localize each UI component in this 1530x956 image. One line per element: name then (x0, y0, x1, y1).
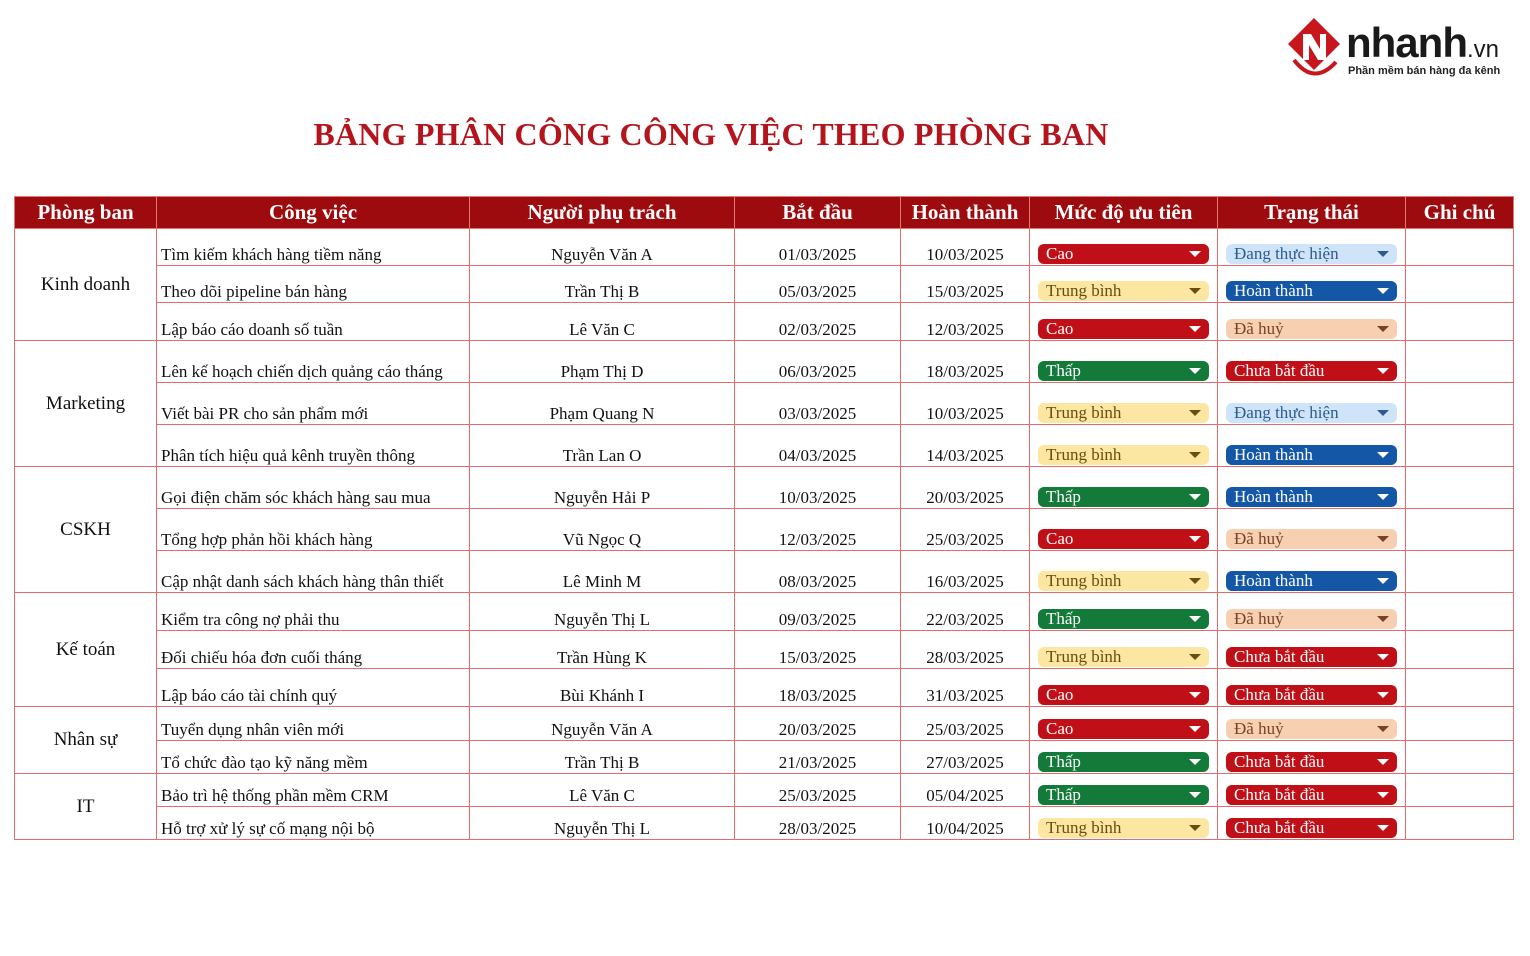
end-date-cell: 16/03/2025 (901, 551, 1030, 593)
priority-cell (1030, 229, 1218, 266)
dropdown-arrow-icon[interactable] (1189, 288, 1201, 294)
header-owner: Người phụ trách (470, 197, 735, 229)
priority-cell (1030, 266, 1218, 303)
note-cell[interactable] (1406, 229, 1514, 266)
priority-cell (1030, 303, 1218, 341)
priority-cell (1030, 425, 1218, 467)
owner-cell: Phạm Quang N (470, 383, 735, 425)
priority-cell (1030, 631, 1218, 669)
priority-dropdown[interactable] (1038, 281, 1209, 301)
owner-cell: Nguyễn Văn A (470, 229, 735, 266)
end-date-cell: 10/03/2025 (901, 229, 1030, 266)
dropdown-arrow-icon[interactable] (1377, 825, 1389, 831)
priority-dropdown[interactable] (1038, 571, 1209, 591)
end-date-cell: 25/03/2025 (901, 509, 1030, 551)
table-row (15, 467, 1514, 509)
table-row (15, 807, 1514, 840)
priority-dropdown-value: Thấp (1046, 752, 1081, 771)
status-cell (1218, 669, 1406, 707)
status-dropdown-value: Đang thực hiện (1234, 244, 1339, 263)
task-cell: Tìm kiếm khách hàng tiềm năng (157, 229, 470, 266)
priority-cell (1030, 509, 1218, 551)
priority-cell (1030, 341, 1218, 383)
owner-cell: Vũ Ngọc Q (470, 509, 735, 551)
end-date-cell: 18/03/2025 (901, 341, 1030, 383)
status-dropdown-value: Đã huỷ (1234, 319, 1284, 338)
note-cell[interactable] (1406, 707, 1514, 741)
dropdown-arrow-icon[interactable] (1377, 326, 1389, 332)
status-dropdown[interactable] (1226, 361, 1397, 381)
table-header-row (15, 197, 1514, 229)
status-cell (1218, 707, 1406, 741)
start-date-cell: 12/03/2025 (735, 509, 901, 551)
note-cell[interactable] (1406, 807, 1514, 840)
table-row (15, 774, 1514, 807)
priority-dropdown[interactable] (1038, 487, 1209, 507)
dropdown-arrow-icon[interactable] (1189, 536, 1201, 542)
note-cell[interactable] (1406, 631, 1514, 669)
status-dropdown-value: Chưa bắt đầu (1234, 818, 1325, 837)
task-cell: Phân tích hiệu quả kênh truyền thông (157, 425, 470, 467)
table-row (15, 383, 1514, 425)
priority-cell (1030, 741, 1218, 774)
dropdown-arrow-icon[interactable] (1189, 368, 1201, 374)
priority-cell (1030, 593, 1218, 631)
dropdown-arrow-icon[interactable] (1377, 792, 1389, 798)
owner-cell: Trần Thị B (470, 741, 735, 774)
priority-dropdown-value: Cao (1046, 244, 1074, 263)
status-dropdown[interactable] (1226, 785, 1397, 805)
dropdown-arrow-icon[interactable] (1189, 494, 1201, 500)
start-date-cell: 21/03/2025 (735, 741, 901, 774)
status-dropdown-value: Đã huỷ (1234, 529, 1284, 548)
header-status: Trạng thái (1218, 197, 1406, 229)
dropdown-arrow-icon[interactable] (1189, 410, 1201, 416)
dropdown-arrow-icon[interactable] (1377, 616, 1389, 622)
note-cell[interactable] (1406, 509, 1514, 551)
priority-dropdown[interactable] (1038, 752, 1209, 772)
owner-cell: Lê Văn C (470, 303, 735, 341)
logo-brand: nhanh.vn (1346, 19, 1499, 66)
dropdown-arrow-icon[interactable] (1377, 726, 1389, 732)
priority-dropdown-value: Cao (1046, 529, 1074, 548)
end-date-cell: 31/03/2025 (901, 669, 1030, 707)
task-cell: Lên kế hoạch chiến dịch quảng cáo tháng (157, 341, 470, 383)
nhanh-logo (1284, 16, 1520, 82)
status-cell (1218, 631, 1406, 669)
dropdown-arrow-icon[interactable] (1189, 616, 1201, 622)
status-cell (1218, 509, 1406, 551)
priority-dropdown-value: Cao (1046, 719, 1074, 738)
owner-cell: Nguyễn Thị L (470, 593, 735, 631)
start-date-cell: 03/03/2025 (735, 383, 901, 425)
owner-cell: Trần Thị B (470, 266, 735, 303)
header-task: Công việc (157, 197, 470, 229)
owner-cell: Trần Hùng K (470, 631, 735, 669)
status-dropdown[interactable] (1226, 529, 1397, 549)
priority-dropdown[interactable] (1038, 719, 1209, 739)
status-cell (1218, 551, 1406, 593)
note-cell[interactable] (1406, 669, 1514, 707)
dropdown-arrow-icon[interactable] (1377, 654, 1389, 660)
status-cell (1218, 741, 1406, 774)
owner-cell: Lê Văn C (470, 774, 735, 807)
start-date-cell: 20/03/2025 (735, 707, 901, 741)
status-dropdown-value: Chưa bắt đầu (1234, 752, 1325, 771)
priority-dropdown-value: Cao (1046, 685, 1074, 704)
priority-dropdown-value: Trung bình (1046, 571, 1122, 590)
table-row (15, 741, 1514, 774)
department-cell: Kinh doanh (15, 229, 157, 341)
table-row (15, 229, 1514, 266)
dropdown-arrow-icon[interactable] (1189, 792, 1201, 798)
end-date-cell: 15/03/2025 (901, 266, 1030, 303)
status-dropdown[interactable] (1226, 319, 1397, 339)
end-date-cell: 12/03/2025 (901, 303, 1030, 341)
start-date-cell: 18/03/2025 (735, 669, 901, 707)
header-priority: Mức độ ưu tiên (1030, 197, 1218, 229)
status-dropdown[interactable] (1226, 609, 1397, 629)
page-title: BẢNG PHÂN CÔNG CÔNG VIỆC THEO PHÒNG BAN (313, 116, 1109, 152)
dropdown-arrow-icon[interactable] (1189, 251, 1201, 257)
priority-dropdown[interactable] (1038, 647, 1209, 667)
status-dropdown-value: Hoàn thành (1234, 281, 1313, 300)
task-cell: Lập báo cáo tài chính quý (157, 669, 470, 707)
priority-dropdown-value: Trung bình (1046, 818, 1122, 837)
task-cell: Kiểm tra công nợ phải thu (157, 593, 470, 631)
owner-cell: Nguyễn Thị L (470, 807, 735, 840)
start-date-cell: 02/03/2025 (735, 303, 901, 341)
table-row (15, 669, 1514, 707)
priority-dropdown[interactable] (1038, 319, 1209, 339)
status-dropdown-value: Đang thực hiện (1234, 403, 1339, 422)
priority-cell (1030, 467, 1218, 509)
table-row (15, 631, 1514, 669)
department-cell: IT (15, 774, 157, 840)
note-cell[interactable] (1406, 383, 1514, 425)
status-dropdown-value: Hoàn thành (1234, 487, 1313, 506)
priority-cell (1030, 383, 1218, 425)
start-date-cell: 06/03/2025 (735, 341, 901, 383)
priority-dropdown[interactable] (1038, 529, 1209, 549)
priority-dropdown[interactable] (1038, 785, 1209, 805)
nhanh-logo-icon (1284, 16, 1342, 82)
table-row (15, 593, 1514, 631)
status-dropdown[interactable] (1226, 685, 1397, 705)
task-cell: Viết bài PR cho sản phẩm mới (157, 383, 470, 425)
priority-dropdown[interactable] (1038, 445, 1209, 465)
note-cell[interactable] (1406, 303, 1514, 341)
note-cell[interactable] (1406, 341, 1514, 383)
table-row (15, 551, 1514, 593)
start-date-cell: 08/03/2025 (735, 551, 901, 593)
task-cell: Bảo trì hệ thống phần mềm CRM (157, 774, 470, 807)
logo-tagline: Phần mềm bán hàng đa kênh (1348, 65, 1501, 77)
status-dropdown[interactable] (1226, 403, 1397, 423)
status-dropdown-value: Chưa bắt đầu (1234, 785, 1325, 804)
department-cell: Kế toán (15, 593, 157, 707)
start-date-cell: 28/03/2025 (735, 807, 901, 840)
status-dropdown-value: Chưa bắt đầu (1234, 685, 1325, 704)
start-date-cell: 05/03/2025 (735, 266, 901, 303)
priority-dropdown[interactable] (1038, 244, 1209, 264)
table-row (15, 303, 1514, 341)
dropdown-arrow-icon[interactable] (1377, 759, 1389, 765)
start-date-cell: 01/03/2025 (735, 229, 901, 266)
status-cell (1218, 774, 1406, 807)
dropdown-arrow-icon[interactable] (1377, 494, 1389, 500)
owner-cell: Nguyễn Văn A (470, 707, 735, 741)
priority-dropdown[interactable] (1038, 685, 1209, 705)
note-cell[interactable] (1406, 551, 1514, 593)
start-date-cell: 15/03/2025 (735, 631, 901, 669)
dropdown-arrow-icon[interactable] (1377, 692, 1389, 698)
start-date-cell: 10/03/2025 (735, 467, 901, 509)
dropdown-arrow-icon[interactable] (1377, 288, 1389, 294)
owner-cell: Nguyễn Hải P (470, 467, 735, 509)
dropdown-arrow-icon[interactable] (1377, 578, 1389, 584)
dropdown-arrow-icon[interactable] (1189, 654, 1201, 660)
status-dropdown[interactable] (1226, 244, 1397, 264)
dropdown-arrow-icon[interactable] (1189, 825, 1201, 831)
priority-dropdown-value: Thấp (1046, 361, 1081, 380)
status-cell (1218, 383, 1406, 425)
note-cell[interactable] (1406, 266, 1514, 303)
priority-cell (1030, 807, 1218, 840)
end-date-cell: 28/03/2025 (901, 631, 1030, 669)
status-dropdown[interactable] (1226, 719, 1397, 739)
note-cell[interactable] (1406, 741, 1514, 774)
dropdown-arrow-icon[interactable] (1377, 368, 1389, 374)
task-cell: Đối chiếu hóa đơn cuối tháng (157, 631, 470, 669)
status-cell (1218, 467, 1406, 509)
end-date-cell: 14/03/2025 (901, 425, 1030, 467)
priority-dropdown[interactable] (1038, 361, 1209, 381)
status-dropdown[interactable] (1226, 445, 1397, 465)
department-cell: CSKH (15, 467, 157, 593)
table-row (15, 266, 1514, 303)
status-dropdown-value: Chưa bắt đầu (1234, 647, 1325, 666)
status-dropdown[interactable] (1226, 752, 1397, 772)
task-cell: Hỗ trợ xử lý sự cố mạng nội bộ (157, 807, 470, 840)
start-date-cell: 09/03/2025 (735, 593, 901, 631)
status-dropdown-value: Đã huỷ (1234, 719, 1284, 738)
end-date-cell: 22/03/2025 (901, 593, 1030, 631)
start-date-cell: 04/03/2025 (735, 425, 901, 467)
priority-dropdown-value: Trung bình (1046, 647, 1122, 666)
status-dropdown-value: Đã huỷ (1234, 609, 1284, 628)
status-cell (1218, 593, 1406, 631)
status-dropdown[interactable] (1226, 647, 1397, 667)
priority-dropdown-value: Thấp (1046, 487, 1081, 506)
task-cell: Theo dõi pipeline bán hàng (157, 266, 470, 303)
header-department: Phòng ban (15, 197, 157, 229)
priority-dropdown-value: Trung bình (1046, 445, 1122, 464)
owner-cell: Bùi Khánh I (470, 669, 735, 707)
dropdown-arrow-icon[interactable] (1189, 452, 1201, 458)
status-dropdown[interactable] (1226, 487, 1397, 507)
task-cell: Tổ chức đào tạo kỹ năng mềm (157, 741, 470, 774)
priority-dropdown[interactable] (1038, 609, 1209, 629)
header-note: Ghi chú (1406, 197, 1514, 229)
task-cell: Lập báo cáo doanh số tuần (157, 303, 470, 341)
end-date-cell: 10/03/2025 (901, 383, 1030, 425)
dropdown-arrow-icon[interactable] (1377, 410, 1389, 416)
task-cell: Tổng hợp phản hồi khách hàng (157, 509, 470, 551)
dropdown-arrow-icon[interactable] (1189, 326, 1201, 332)
task-cell: Cập nhật danh sách khách hàng thân thiết (157, 551, 470, 593)
header-end: Hoàn thành (901, 197, 1030, 229)
dropdown-arrow-icon[interactable] (1377, 536, 1389, 542)
status-cell (1218, 229, 1406, 266)
status-dropdown-value: Hoàn thành (1234, 445, 1313, 464)
status-dropdown-value: Chưa bắt đầu (1234, 361, 1325, 380)
end-date-cell: 10/04/2025 (901, 807, 1030, 840)
task-assignment-table (14, 196, 1514, 840)
table-row (15, 509, 1514, 551)
department-cell: Marketing (15, 341, 157, 467)
priority-dropdown-value: Cao (1046, 319, 1074, 338)
status-cell (1218, 341, 1406, 383)
priority-cell (1030, 707, 1218, 741)
note-cell[interactable] (1406, 467, 1514, 509)
priority-dropdown-value: Thấp (1046, 609, 1081, 628)
status-cell (1218, 807, 1406, 840)
end-date-cell: 05/04/2025 (901, 774, 1030, 807)
status-cell (1218, 266, 1406, 303)
dropdown-arrow-icon[interactable] (1189, 578, 1201, 584)
owner-cell: Trần Lan O (470, 425, 735, 467)
table-body (15, 229, 1514, 840)
dropdown-arrow-icon[interactable] (1189, 759, 1201, 765)
status-cell (1218, 303, 1406, 341)
owner-cell: Phạm Thị D (470, 341, 735, 383)
end-date-cell: 20/03/2025 (901, 467, 1030, 509)
priority-dropdown-value: Thấp (1046, 785, 1081, 804)
priority-cell (1030, 669, 1218, 707)
status-dropdown-value: Hoàn thành (1234, 571, 1313, 590)
table-row (15, 425, 1514, 467)
task-cell: Gọi điện chăm sóc khách hàng sau mua (157, 467, 470, 509)
table-row (15, 341, 1514, 383)
priority-cell (1030, 551, 1218, 593)
task-cell: Tuyển dụng nhân viên mới (157, 707, 470, 741)
priority-dropdown[interactable] (1038, 403, 1209, 423)
status-cell (1218, 425, 1406, 467)
dropdown-arrow-icon[interactable] (1377, 251, 1389, 257)
priority-cell (1030, 774, 1218, 807)
priority-dropdown[interactable] (1038, 818, 1209, 838)
status-dropdown[interactable] (1226, 281, 1397, 301)
table-row (15, 707, 1514, 741)
note-cell[interactable] (1406, 425, 1514, 467)
note-cell[interactable] (1406, 593, 1514, 631)
dropdown-arrow-icon[interactable] (1189, 726, 1201, 732)
priority-dropdown-value: Trung bình (1046, 281, 1122, 300)
status-dropdown[interactable] (1226, 818, 1397, 838)
status-dropdown[interactable] (1226, 571, 1397, 591)
note-cell[interactable] (1406, 774, 1514, 807)
priority-dropdown-value: Trung bình (1046, 403, 1122, 422)
header-start: Bắt đầu (735, 197, 901, 229)
start-date-cell: 25/03/2025 (735, 774, 901, 807)
dropdown-arrow-icon[interactable] (1189, 692, 1201, 698)
end-date-cell: 27/03/2025 (901, 741, 1030, 774)
dropdown-arrow-icon[interactable] (1377, 452, 1389, 458)
owner-cell: Lê Minh M (470, 551, 735, 593)
end-date-cell: 25/03/2025 (901, 707, 1030, 741)
department-cell: Nhân sự (15, 707, 157, 774)
